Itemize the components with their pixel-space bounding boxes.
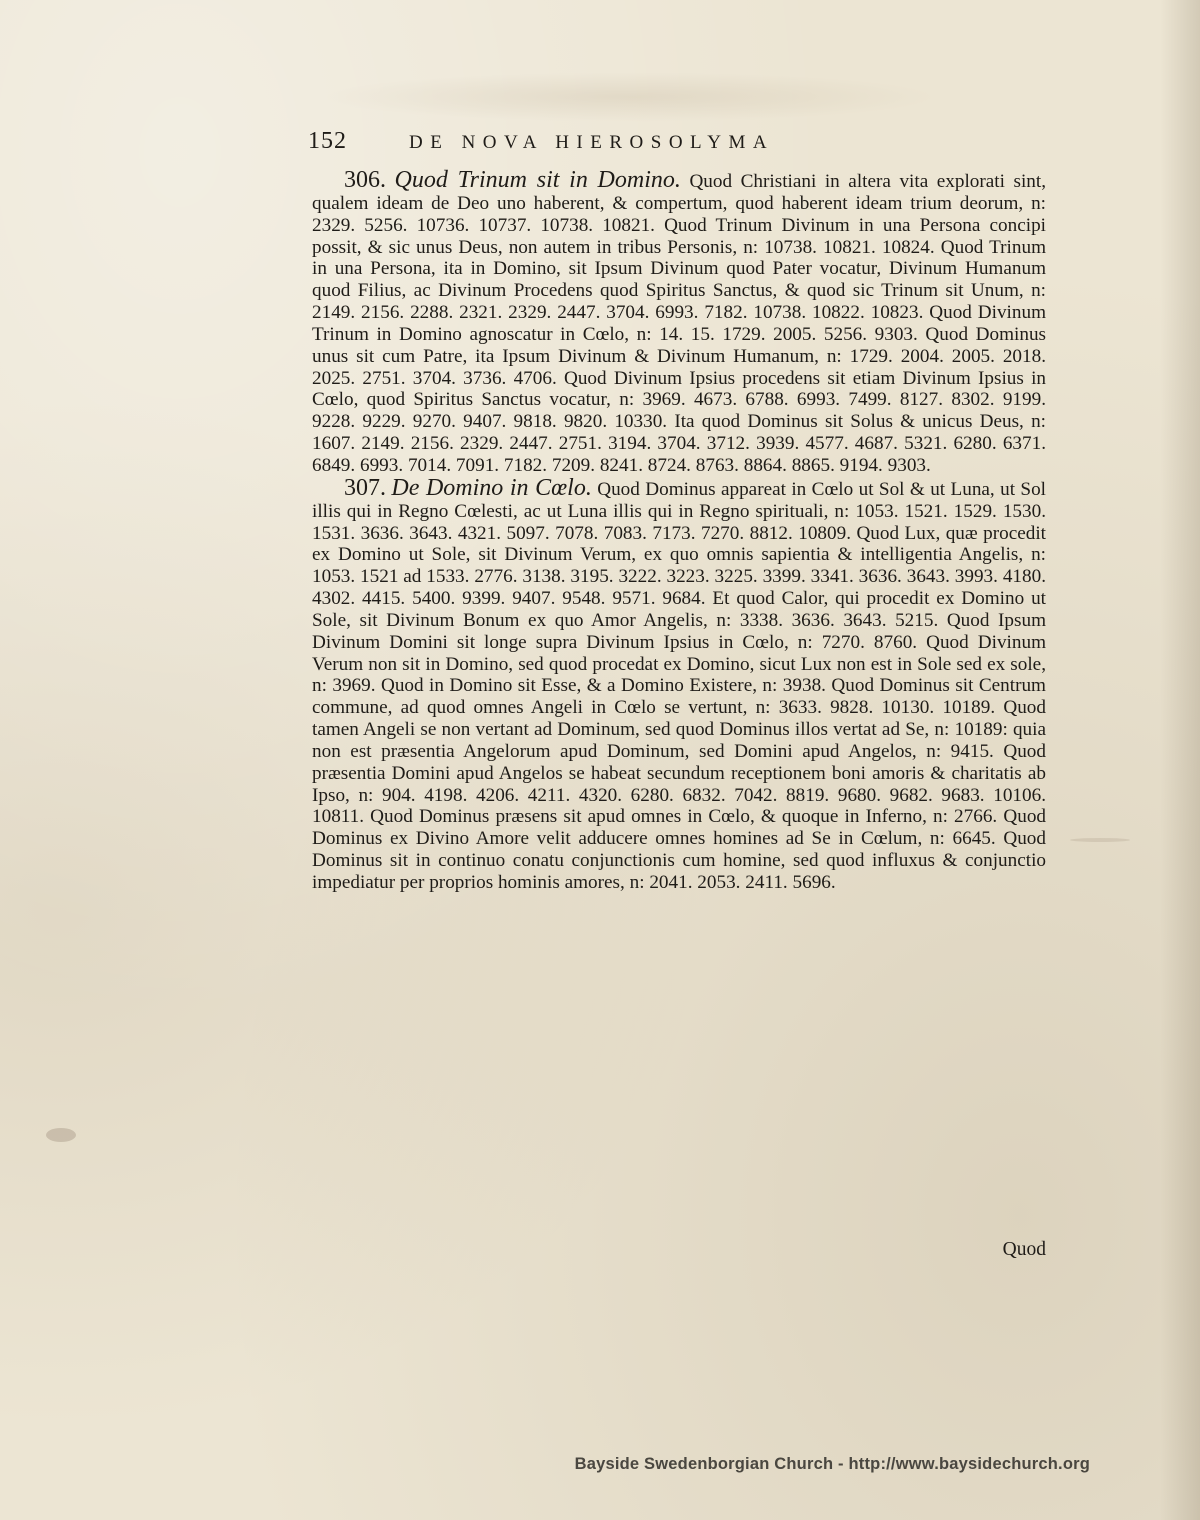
paragraph-number: 307.: [344, 474, 386, 501]
paper-smudge: [46, 1128, 76, 1142]
paragraph-heading: Quod Trinum sit in Domino.: [394, 167, 681, 193]
paragraph-306: [312, 167, 1047, 477]
body-text: [312, 167, 1047, 894]
paper-smudge: [1070, 838, 1130, 842]
running-head: [308, 128, 1048, 164]
paragraph-heading: De Domino in Cœlo.: [391, 474, 592, 501]
catchword: Quod: [1002, 1239, 1046, 1260]
paragraph-text: Quod Christiani in altera vita explorati sint, qualem ideam de Deo uno haberent, & compertum, quod haberent ideam trium deorum, n: 2329. 5256. 10736. 10737. 10738. 10821. Quod Trinum Divinum in una Persona concipi possit, & sic unus Deus, non autem in tribus Personis, n: 10738. 10821. 10824. Quod Trinum in una Persona, ita in Domino, sit Ipsum Divinum quod Pater vocatur, Divinum Humanum quod Filius, ac Divinum Procedens quod Spiritus Sanctus, & quod sic Trinum sit Unum, n: 2149. 2156. 2288. 2321. 2329. 2447. 3704. 6993. 7182. 10738. 10822. 10823. Quod Divinum Trinum in Domino agnoscatur in Cœlo, n: 14. 15. 1729. 2005. 5256. 9303. Quod Dominus unus sit cum Patre, ita Ipsum Divinum & Divinum Humanum, n: 1729. 2004. 2005. 2018. 2025. 2751. 3704. 3736. 4706. Quod Divinum Ipsius procedens sit etiam Divinum Ipsius in Cœlo, quod Spiritus Sanctus vocatur, n: 3969. 4673. 6788. 6993. 7499. 8127. 8302. 9199. 9228. 9229. 9270. 9407. 9818. 9820. 10330. Ita quod Dominus sit Solus & unicus Deus, n: 1607. 2149. 2156. 2329. 2447. 2751. 3194. 3704. 3712. 3939. 4577. 4687. 5321. 6280. 6371. 6849. 6993. 7014. 7091. 7182. 7209. 8241. 8724. 8763. 8864. 8865. 9194. 9303.: [312, 171, 1047, 476]
page-number: 152: [308, 128, 347, 154]
page-edge-shadow: [1160, 0, 1200, 1520]
paragraph-307: [312, 474, 1047, 894]
paragraph-number: 306.: [344, 167, 386, 193]
paragraph-text: Quod Dominus appareat in Cœlo ut Sol & ut Luna, ut Sol illis qui in Regno Cœlesti, ac ut Luna illis qui in Regno spirituali, n: 1053. 1521. 1529. 1530. 1531. 3636. 3643. 4321. 5097. 7078. 7083. 7173. 7270. 8812. 10809. Quod Lux, quæ procedit ex Domino ut Sole, sit Divinum Verum, ex quo omnis sapientia & intelligentia Angelis, n: 1053. 1521 ad 1533. 2776. 3138. 3195. 3222. 3223. 3225. 3399. 3341. 3636. 3643. 3993. 4180. 4302. 4415. 5400. 9399. 9407. 9548. 9571. 9684. Et quod Calor, qui procedit ex Domino ut Sole, sit Divinum Bonum ex quo Amor Angelis, n: 3338. 3636. 3643. 5215. Quod Ipsum Divinum Domini sit longe supra Divinum Ipsius in Cœlo, n: 7270. 8760. Quod Divinum Verum non sit in Domino, sed quod procedat ex Domino, sicut Lux non est in Sole sed ex sole, n: 3969. Quod in Domino sit Esse, & a Domino Existere, n: 3938. Quod Dominus sit Centrum commune, ad quod omnes Angeli in Cœlo se vertunt, n: 3633. 9828. 10130. 10189. Quod tamen Angeli se non vertant ad Dominum, sed quod Dominus illos vertat ad Se, n: 10189: quia non est præsentia Angelorum apud Dominum, sed Domini apud Angelos, n: 9415. Quod præsentia Domini apud Angelos se habeat secundum receptionem boni amoris & charitatis ab Ipso, n: 904. 4198. 4206. 4211. 4320. 6280. 6832. 7042. 8819. 9680. 9682. 9683. 10106. 10811. Quod Dominus præsens sit apud omnes in Cœlo, & quoque in Inferno, n: 2766. Quod Dominus ex Divino Amore velit adducere omnes homines ad Se in Cœlum, n: 6645. Quod Dominus sit in continuo conatu conjunctionis cum homine, sed quod influxus & conjunctio impediatur per proprios hominis amores, n: 2041. 2053. 2411. 5696.: [312, 478, 1047, 893]
watermark-credit: Bayside Swedenborgian Church - http://www.baysidechurch.org: [574, 1455, 1090, 1473]
running-head-title: DE NOVA HIEROSOLYMA: [409, 132, 775, 153]
show-through-stain: [320, 72, 940, 122]
